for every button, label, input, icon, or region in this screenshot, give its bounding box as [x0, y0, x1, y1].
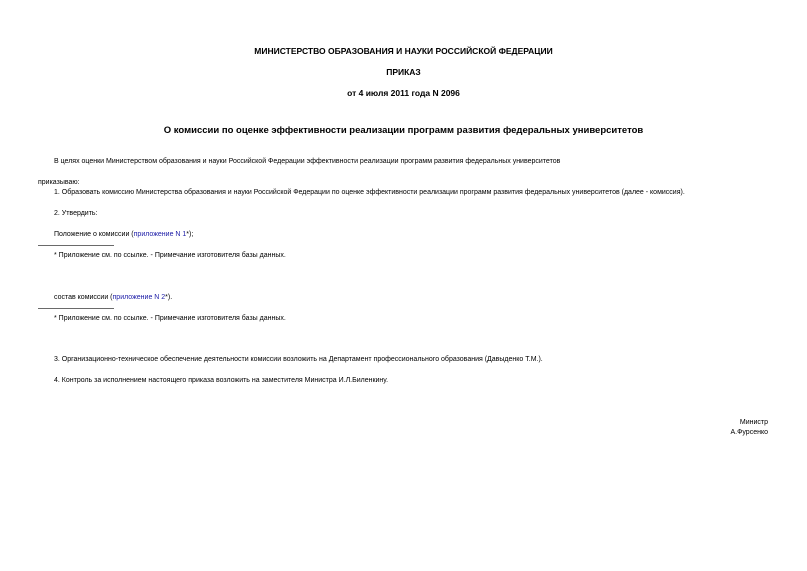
- approve-item-2-text-before: состав комиссии (: [54, 294, 113, 301]
- approve-item-1-text-before: Положение о комиссии (: [54, 231, 134, 238]
- doc-type-heading: ПРИКАЗ: [386, 67, 421, 77]
- footnote-1: * Приложение см. по ссылке. - Примечание изготовителя базы данных.: [54, 252, 286, 259]
- approve-item-2: [54, 293, 172, 302]
- order-word: приказываю:: [38, 179, 80, 186]
- ministry-heading: МИНИСТЕРСТВО ОБРАЗОВАНИЯ И НАУКИ РОССИЙСКОЙ ФЕДЕРАЦИИ: [254, 46, 553, 56]
- item-2: 2. Утвердить:: [54, 210, 98, 217]
- date-number-heading: от 4 июля 2011 года N 2096: [347, 88, 460, 98]
- signature-position: Министр: [739, 419, 768, 426]
- page-title: О комиссии по оценке эффективности реализации программ развития федеральных университетов: [163, 125, 644, 136]
- appendix-2-link[interactable]: приложение N 2: [112, 294, 166, 301]
- approve-item-1-text-after: *);: [186, 231, 194, 238]
- footnote-divider-2: [38, 308, 114, 309]
- item-3: 3. Организационно-техническое обеспечение деятельности комиссии возложить на Департамент профессионального образования (Давыденко Т.М.).: [54, 356, 543, 363]
- signature-name: А.Фурсенко: [730, 429, 768, 436]
- footnote-divider-1: [38, 245, 114, 246]
- item-4: 4. Контроль за исполнением настоящего приказа возложить на заместителя Министра И.Л.Биленкину.: [54, 377, 389, 384]
- intro-paragraph: В целях оценки Министерством образования и науки Российской Федерации эффективности реализации программ развития федеральных университетов: [54, 158, 561, 165]
- approve-item-1: [54, 230, 193, 239]
- item-1: 1. Образовать комиссию Министерства образования и науки Российской Федерации по оценке эффективности реализации программ развития федеральных университетов (далее - комиссия).: [54, 189, 685, 196]
- approve-item-2-text-after: *).: [165, 294, 173, 301]
- appendix-1-link[interactable]: приложение N 1: [133, 231, 187, 238]
- footnote-2: * Приложение см. по ссылке. - Примечание изготовителя базы данных.: [54, 315, 286, 322]
